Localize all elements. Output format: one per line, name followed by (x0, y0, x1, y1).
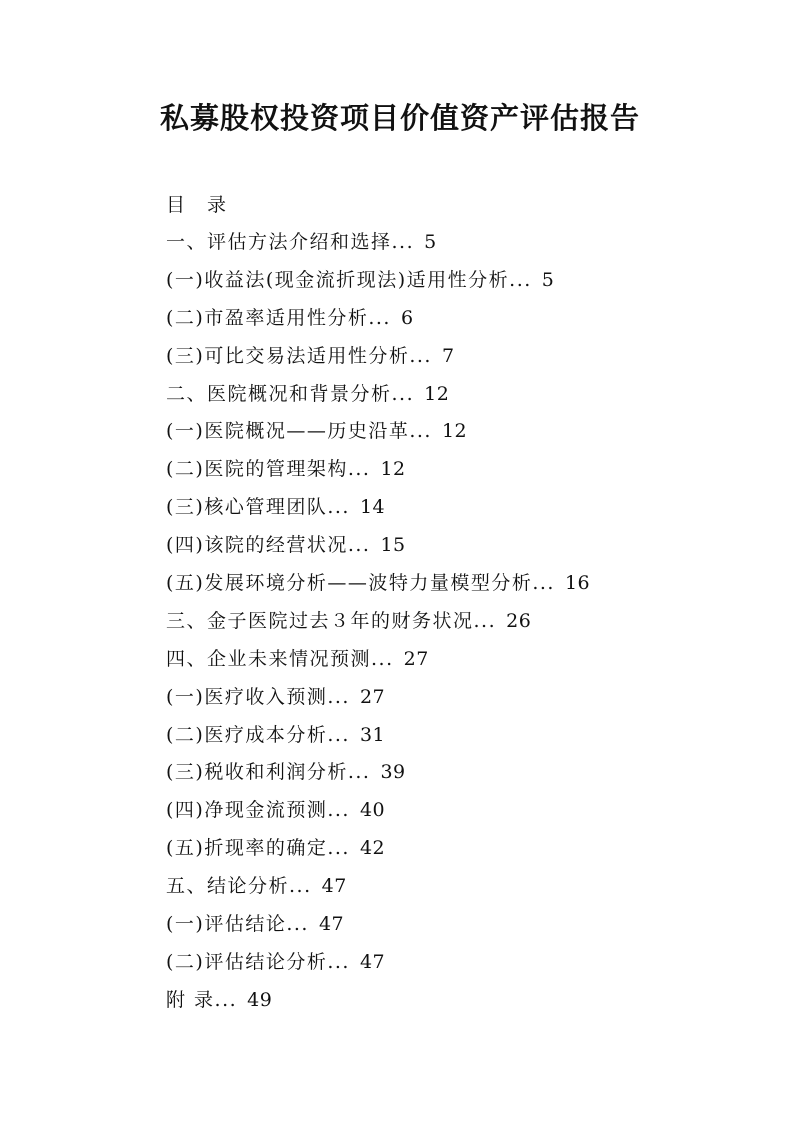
toc-entry-page-number: 47 (318, 913, 345, 936)
toc-entry-label: (三)税收和利润分析... (166, 761, 371, 784)
toc-entry-label: (三)可比交易法适用性分析... (166, 344, 432, 367)
toc-entry (166, 531, 590, 569)
toc-entry (166, 834, 590, 872)
toc-entry-label: (二)医疗成本分析... (166, 723, 350, 746)
toc-entry-label: (四)该院的经营状况... (166, 534, 371, 557)
toc-entry (166, 683, 590, 721)
toc-entry (166, 455, 590, 493)
toc-entry-page-number: 49 (247, 988, 273, 1011)
toc-entry-page-number: 40 (359, 799, 386, 822)
toc-entry-page-number: 16 (564, 572, 591, 595)
toc-entry-label: 二、医院概况和背景分析... (166, 382, 415, 405)
toc-entry-label: (一)医疗收入预测... (166, 685, 350, 708)
toc-entry (166, 493, 590, 531)
toc-entry (166, 266, 590, 304)
toc-entry-label: 四、企业未来情况预测... (166, 647, 394, 670)
toc-heading: 目 录 (166, 194, 235, 216)
toc-entry (166, 796, 590, 834)
toc-entry-page-number: 39 (380, 761, 406, 784)
toc-entry (166, 569, 590, 607)
toc-entry (166, 228, 590, 266)
toc-entry-label: 附 录... (166, 988, 238, 1011)
toc-entry (166, 910, 590, 948)
toc-entry-label: (二)医院的管理架构... (166, 458, 371, 481)
toc-entry-page-number: 15 (380, 534, 406, 557)
toc-entry-label: (一)医院概况——历史沿革... (166, 420, 432, 443)
toc-entry-page-number: 26 (506, 609, 532, 632)
toc-entry-page-number: 5 (424, 231, 437, 253)
toc-entry-page-number: 27 (359, 685, 386, 708)
toc-entry-page-number: 14 (359, 496, 386, 519)
document-title: 私募股权投资项目价值资产评估报告 (159, 101, 640, 135)
toc-entry (166, 721, 590, 759)
toc-entry-label: (二)评估结论分析... (166, 950, 350, 973)
toc-entry-label: 三、金子医院过去３年的财务状况... (166, 609, 497, 632)
toc-entry (166, 948, 590, 986)
toc-entry (166, 986, 590, 1024)
toc-entry (166, 304, 590, 342)
toc-entry (166, 417, 590, 455)
toc-entry-label: (五)折现率的确定... (166, 837, 350, 860)
toc-entry-label: (三)核心管理团队... (166, 496, 350, 519)
toc-entry-label: (一)收益法(现金流折现法)适用性分析... (166, 268, 532, 291)
toc-entry-label: (二)市盈率适用性分析... (166, 306, 391, 329)
toc-entry-label: 一、评估方法介绍和选择... (166, 231, 415, 253)
toc-entry-label: (四)净现金流预测... (166, 799, 350, 822)
toc-entry-page-number: 27 (403, 647, 429, 670)
toc-entry-label: 五、结论分析... (166, 875, 312, 898)
toc-entry-page-number: 47 (321, 875, 347, 898)
toc-entry-page-number: 42 (359, 837, 386, 860)
toc-entry-page-number: 12 (380, 458, 406, 481)
toc-entry-page-number: 7 (441, 344, 455, 367)
toc-entry-page-number: 31 (359, 723, 386, 746)
toc-entry-label: (一)评估结论... (166, 913, 309, 936)
toc-entry-page-number: 5 (541, 268, 555, 291)
toc-entry-page-number: 12 (441, 420, 468, 443)
toc-entry (166, 645, 590, 683)
toc-entry (166, 758, 590, 796)
toc-entry (166, 342, 590, 380)
table-of-contents (166, 228, 590, 1024)
toc-entry-label: (五)发展环境分析——波特力量模型分析... (166, 572, 555, 595)
toc-entry (166, 607, 590, 645)
toc-entry (166, 872, 590, 910)
toc-entry-page-number: 12 (424, 382, 450, 405)
toc-entry-page-number: 6 (400, 306, 414, 329)
toc-entry (166, 380, 590, 418)
toc-entry-page-number: 47 (359, 950, 386, 973)
